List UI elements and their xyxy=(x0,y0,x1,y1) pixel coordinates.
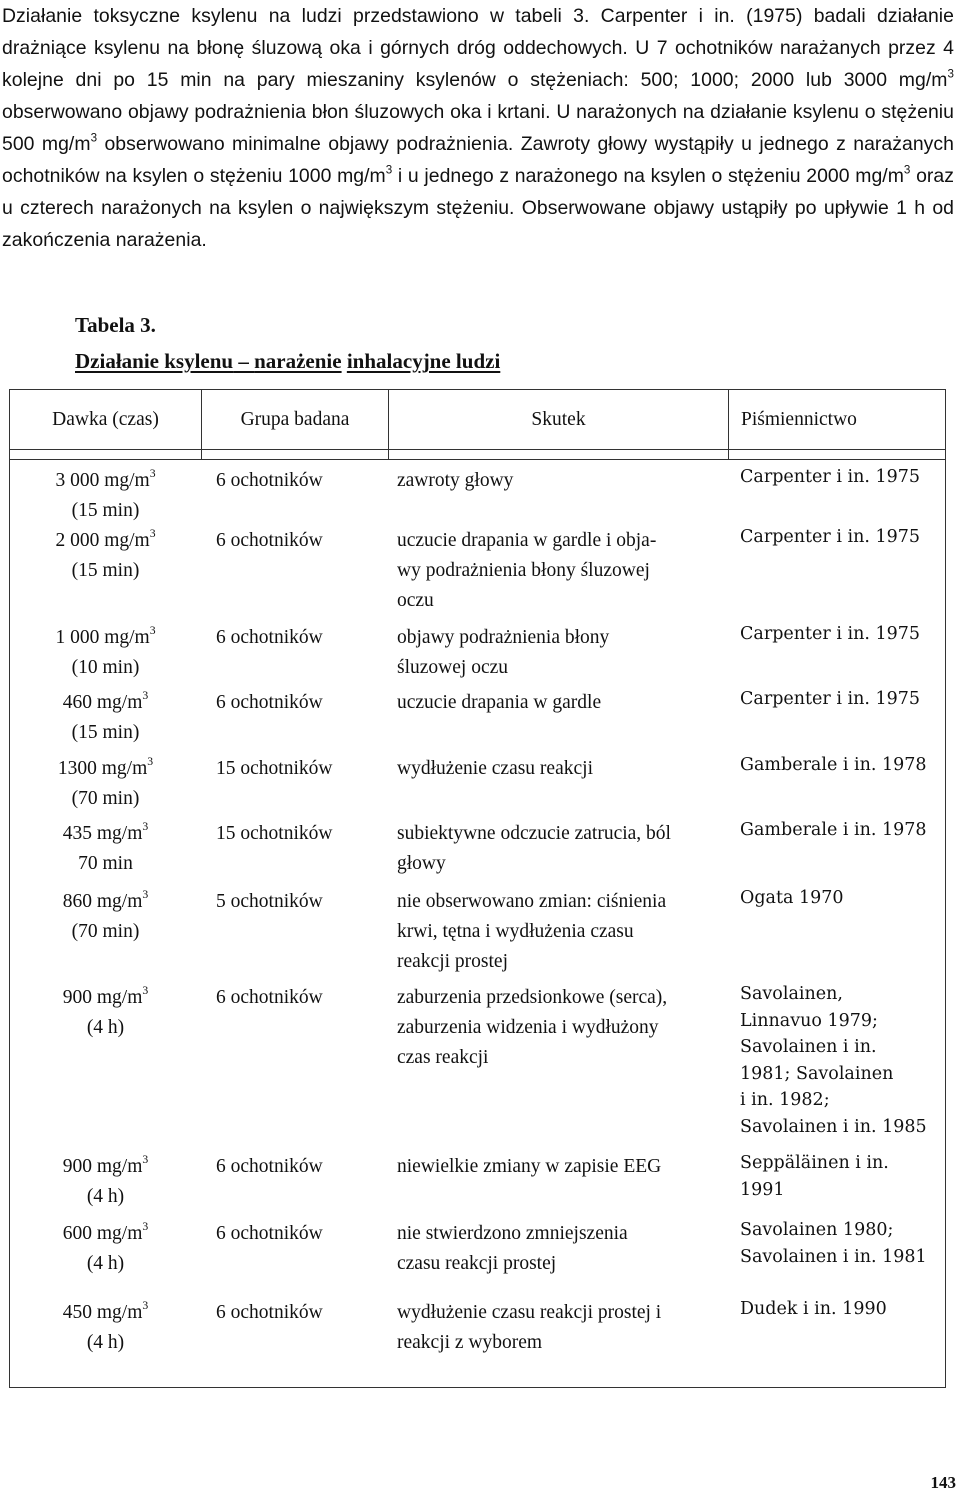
cell-group: 6 ochotników xyxy=(216,1223,323,1244)
cell-dose: 460 $mg/m^3$ (15 min) xyxy=(62,689,149,743)
cell-effect: wydłużenie czasu reakcji xyxy=(397,758,593,779)
cell-effect: nie stwierdzono zmniejszenia czasu reakcji prostej xyxy=(397,1223,628,1274)
table-header-spacer xyxy=(10,450,945,460)
cell-reference: Gamberale i in. 1978 xyxy=(740,820,927,840)
cell-effect: niewielkie zmiany w zapisie EEG xyxy=(397,1156,662,1177)
cell-reference: Carpenter i in. 1975 xyxy=(740,624,921,644)
cell-effect: uczucie drapania w gardle i obja- wy podrażnienia błony śluzowej oczu xyxy=(397,530,657,611)
cell-dose: 2 000 $mg/m^3$ (15 min) xyxy=(55,527,156,581)
cell-reference: Savolainen 1980; Savolainen i in. 1981 xyxy=(740,1220,927,1267)
cell-group: 5 ochotników xyxy=(216,891,323,912)
column-divider xyxy=(728,450,729,460)
cell-group: 6 ochotników xyxy=(216,987,323,1008)
cell-effect: zawroty głowy xyxy=(397,470,514,491)
cell-dose: 1300 $mg/m^3$ (70 min) xyxy=(57,755,154,809)
cell-effect: uczucie drapania w gardle xyxy=(397,692,602,713)
cell-group: 6 ochotników xyxy=(216,1156,323,1177)
table-caption: Działanie ksylenu – narażenie inhalacyjne ludzi xyxy=(75,349,501,373)
cell-reference: Ogata 1970 xyxy=(740,888,844,908)
header-effect: Skutek xyxy=(388,390,728,449)
cell-dose: 450 $mg/m^3$ (4 h) xyxy=(62,1299,149,1353)
intro-text xyxy=(2,0,954,256)
cell-group: 15 ochotników xyxy=(216,823,333,844)
cell-reference: Savolainen, Linnavuo 1979; Savolainen i in. 1981; Savolainen i in. 1982; Savolainen i in. 1985 xyxy=(740,984,927,1137)
cell-dose: 1 000 $mg/m^3$ (10 min) xyxy=(55,624,156,678)
table-header-row xyxy=(10,390,945,450)
cell-reference: Carpenter i in. 1975 xyxy=(740,467,921,487)
cell-group: 6 ochotników xyxy=(216,530,323,551)
cell-reference: Dudek i in. 1990 xyxy=(740,1299,887,1319)
page-number: 143 xyxy=(930,1473,956,1492)
cell-effect: objawy podrażnienia błony śluzowej oczu xyxy=(397,627,610,678)
cell-effect: zaburzenia przedsionkowe (serca), zaburzenia widzenia i wydłużony czas reakcji xyxy=(397,987,668,1068)
header-dose: Dawka (czas) xyxy=(52,408,159,430)
cell-reference: Gamberale i in. 1978 xyxy=(740,755,927,775)
column-divider xyxy=(388,450,389,460)
cell-effect: nie obserwowano zmian: ciśnienia krwi, tętna i wydłużenia czasu reakcji prostej xyxy=(397,891,667,972)
cell-group: 6 ochotników xyxy=(216,692,323,713)
header-group: Grupa badana xyxy=(201,390,388,449)
column-divider xyxy=(201,450,202,460)
cell-group: 15 ochotników xyxy=(216,758,333,779)
intro-paragraph: Działanie toksyczne ksylenu na ludzi przedstawiono w tabeli 3. Carpenter i in. (1975) badali działanie drażniące ksylenu na błonę śluzową oka i górnych dróg oddechowych. U 7 ochotników narażanych przez 4 kolejne dni po 15 min na pary mieszaniny ksylenów o stężeniach: 500; 1000; 2000 lub 3000 $mg/m^3$ obserwowano objawy podrażnienia błon śluzowych oka i krtani. U narażonych na działanie ksylenu o stężeniu 500 $mg/m^3$ obserwowano minimalne objawy podrażnienia. Zawroty głowy wystąpiły u jednego z narażanych ochotników na ksylen o stężeniu 1000 $mg/m^3$ i u jednego z narażonego na ksylen o stężeniu 2000 $mg/m^3$ oraz u czterech narażonych na ksylen o największym stężeniu. Obserwowane objawy ustąpiły po upływie 1 h od zakończenia narażenia. xyxy=(2,5,954,251)
cell-group: 6 ochotników xyxy=(216,627,323,648)
cell-dose: 860 $mg/m^3$ (70 min) xyxy=(62,888,149,942)
cell-dose: 900 $mg/m^3$ (4 h) xyxy=(62,984,149,1038)
header-references: Piśmiennictwo xyxy=(728,390,944,449)
cell-reference: Carpenter i in. 1975 xyxy=(740,527,921,547)
cell-dose: 900 $mg/m^3$ (4 h) xyxy=(62,1153,149,1207)
cell-reference: Seppäläinen i in. 1991 xyxy=(740,1153,889,1200)
cell-dose: 435 $mg/m^3$ 70 min xyxy=(62,820,149,874)
cell-group: 6 ochotników xyxy=(216,1302,323,1323)
cell-effect: subiektywne odczucie zatrucia, ból głowy xyxy=(397,823,671,874)
table-label: Tabela 3. xyxy=(75,313,156,337)
cell-dose: 600 $mg/m^3$ (4 h) xyxy=(62,1220,149,1274)
cell-dose: 3 000 $mg/m^3$ (15 min) xyxy=(55,467,156,521)
data-table xyxy=(9,389,946,1388)
cell-effect: wydłużenie czasu reakcji prostej i reakcji z wyborem xyxy=(397,1302,662,1353)
cell-group: 6 ochotników xyxy=(216,470,323,491)
cell-reference: Carpenter i in. 1975 xyxy=(740,689,921,709)
